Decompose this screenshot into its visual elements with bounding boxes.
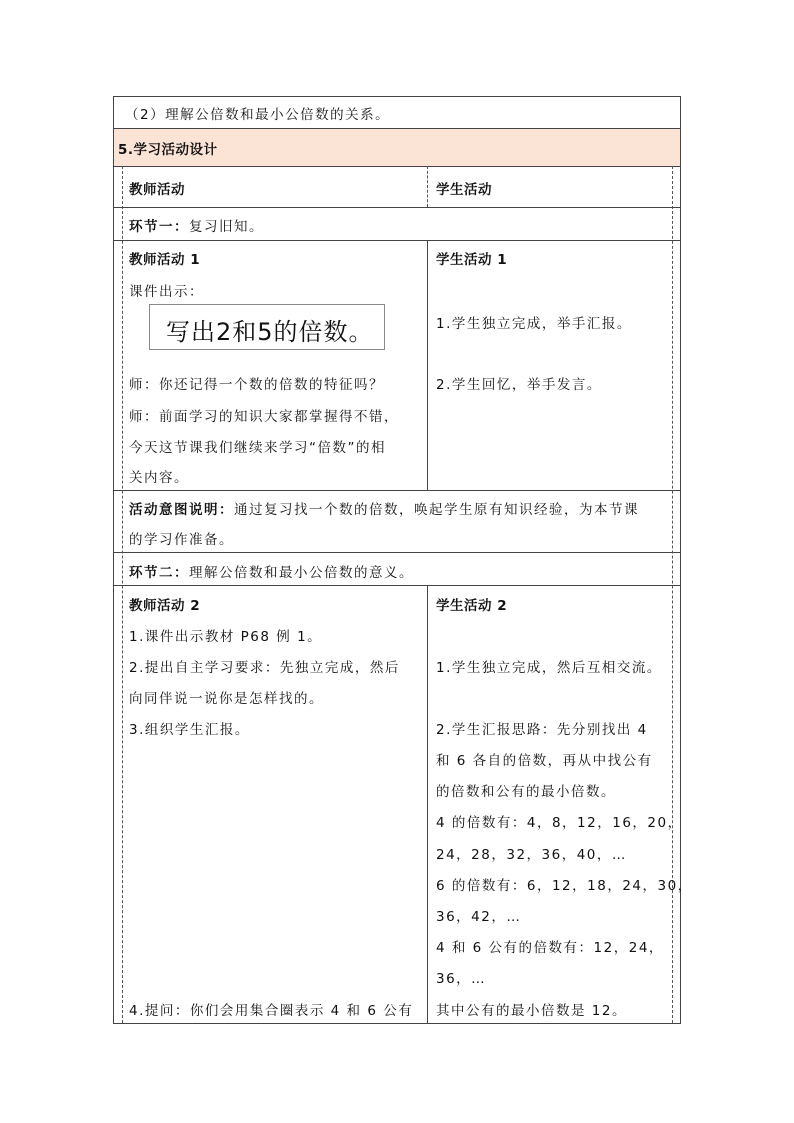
stage2-title (129, 561, 414, 581)
stage2-title-text: 理解公倍数和最小公倍数的意义。 (189, 565, 414, 581)
courseware-label: 课件出示： (129, 284, 204, 300)
row-divider (113, 128, 681, 129)
activity-intent-line-2: 的学习作准备。 (129, 532, 234, 548)
column-divider (427, 166, 428, 207)
activity-intent-line (129, 498, 639, 518)
teacher-line: 向同伴说一说你是怎样找的。 (129, 691, 324, 707)
student-line: 和 6 各自的倍数，再从中找公有 (436, 753, 653, 769)
student-line: 4 和 6 公有的倍数有：12，24， (436, 940, 664, 956)
stage2-title-label: 环节二： (129, 565, 189, 581)
student-line: 1.学生独立完成，然后互相交流。 (436, 660, 662, 676)
student-column-header: 学生活动 (436, 182, 492, 198)
teacher-line: 今天这节课我们继续来学习“倍数”的相 (129, 440, 386, 456)
row-divider (113, 1023, 681, 1024)
teacher-line: 关内容。 (129, 470, 189, 486)
teacher-line: 1.课件出示教材 P68 例 1。 (129, 629, 323, 645)
student-line: 6 的倍数有：6，12，18，24，30， (436, 878, 693, 894)
row-divider (113, 585, 681, 586)
student-activity-1-heading: 学生活动 1 (436, 252, 508, 268)
student-activity-2-heading: 学生活动 2 (436, 598, 508, 614)
teacher-column-header: 教师活动 (129, 182, 185, 198)
student-line: 的倍数和公有的最小倍数。 (436, 784, 616, 800)
column-divider (427, 585, 428, 1023)
student-line: 2.学生汇报思路：先分别找出 4 (436, 722, 648, 738)
student-line: 24，28，32，36，40，… (436, 847, 627, 863)
activity-intent-label: 活动意图说明： (129, 502, 234, 518)
stage1-title-label: 环节一： (129, 219, 189, 235)
objective-text: （2）理解公倍数和最小公倍数的关系。 (125, 107, 391, 123)
activity-intent-text: 通过复习找一个数的倍数，唤起学生原有知识经验，为本节课 (234, 502, 639, 518)
slide-text: 写出2和5的倍数。 (166, 318, 374, 346)
student-line: 2.学生回忆，举手发言。 (436, 377, 602, 393)
row-divider (113, 240, 681, 241)
column-divider (427, 240, 428, 490)
row-divider (113, 207, 681, 208)
stage1-title (129, 215, 264, 235)
teacher-line: 4.提问：你们会用集合圈表示 4 和 6 公有 (129, 1003, 414, 1019)
stage1-title-text: 复习旧知。 (189, 219, 264, 235)
student-line: 36，42，… (436, 909, 522, 925)
teacher-activity-2-heading: 教师活动 2 (129, 598, 201, 614)
teacher-activity-1-heading: 教师活动 1 (129, 252, 201, 268)
student-line: 其中公有的最小倍数是 12。 (436, 1003, 627, 1019)
teacher-line: 3.组织学生汇报。 (129, 722, 250, 738)
courseware-slide (149, 304, 385, 350)
student-line: 36，… (436, 971, 487, 987)
student-line: 1.学生独立完成，举手汇报。 (436, 316, 632, 332)
teacher-line: 2.提出自主学习要求：先独立完成，然后 (129, 660, 400, 676)
teacher-line: 师：你还记得一个数的倍数的特征吗？ (129, 377, 384, 393)
row-divider (113, 552, 681, 553)
dashed-right-border (672, 166, 673, 1023)
row-divider (113, 166, 681, 167)
student-line: 4 的倍数有：4，8，12，16，20， (436, 815, 683, 831)
dashed-left-border (122, 166, 123, 1023)
row-divider (113, 490, 681, 491)
teacher-line: 师：前面学习的知识大家都掌握得不错， (129, 409, 399, 425)
section-title: 5.学习活动设计 (118, 142, 218, 158)
